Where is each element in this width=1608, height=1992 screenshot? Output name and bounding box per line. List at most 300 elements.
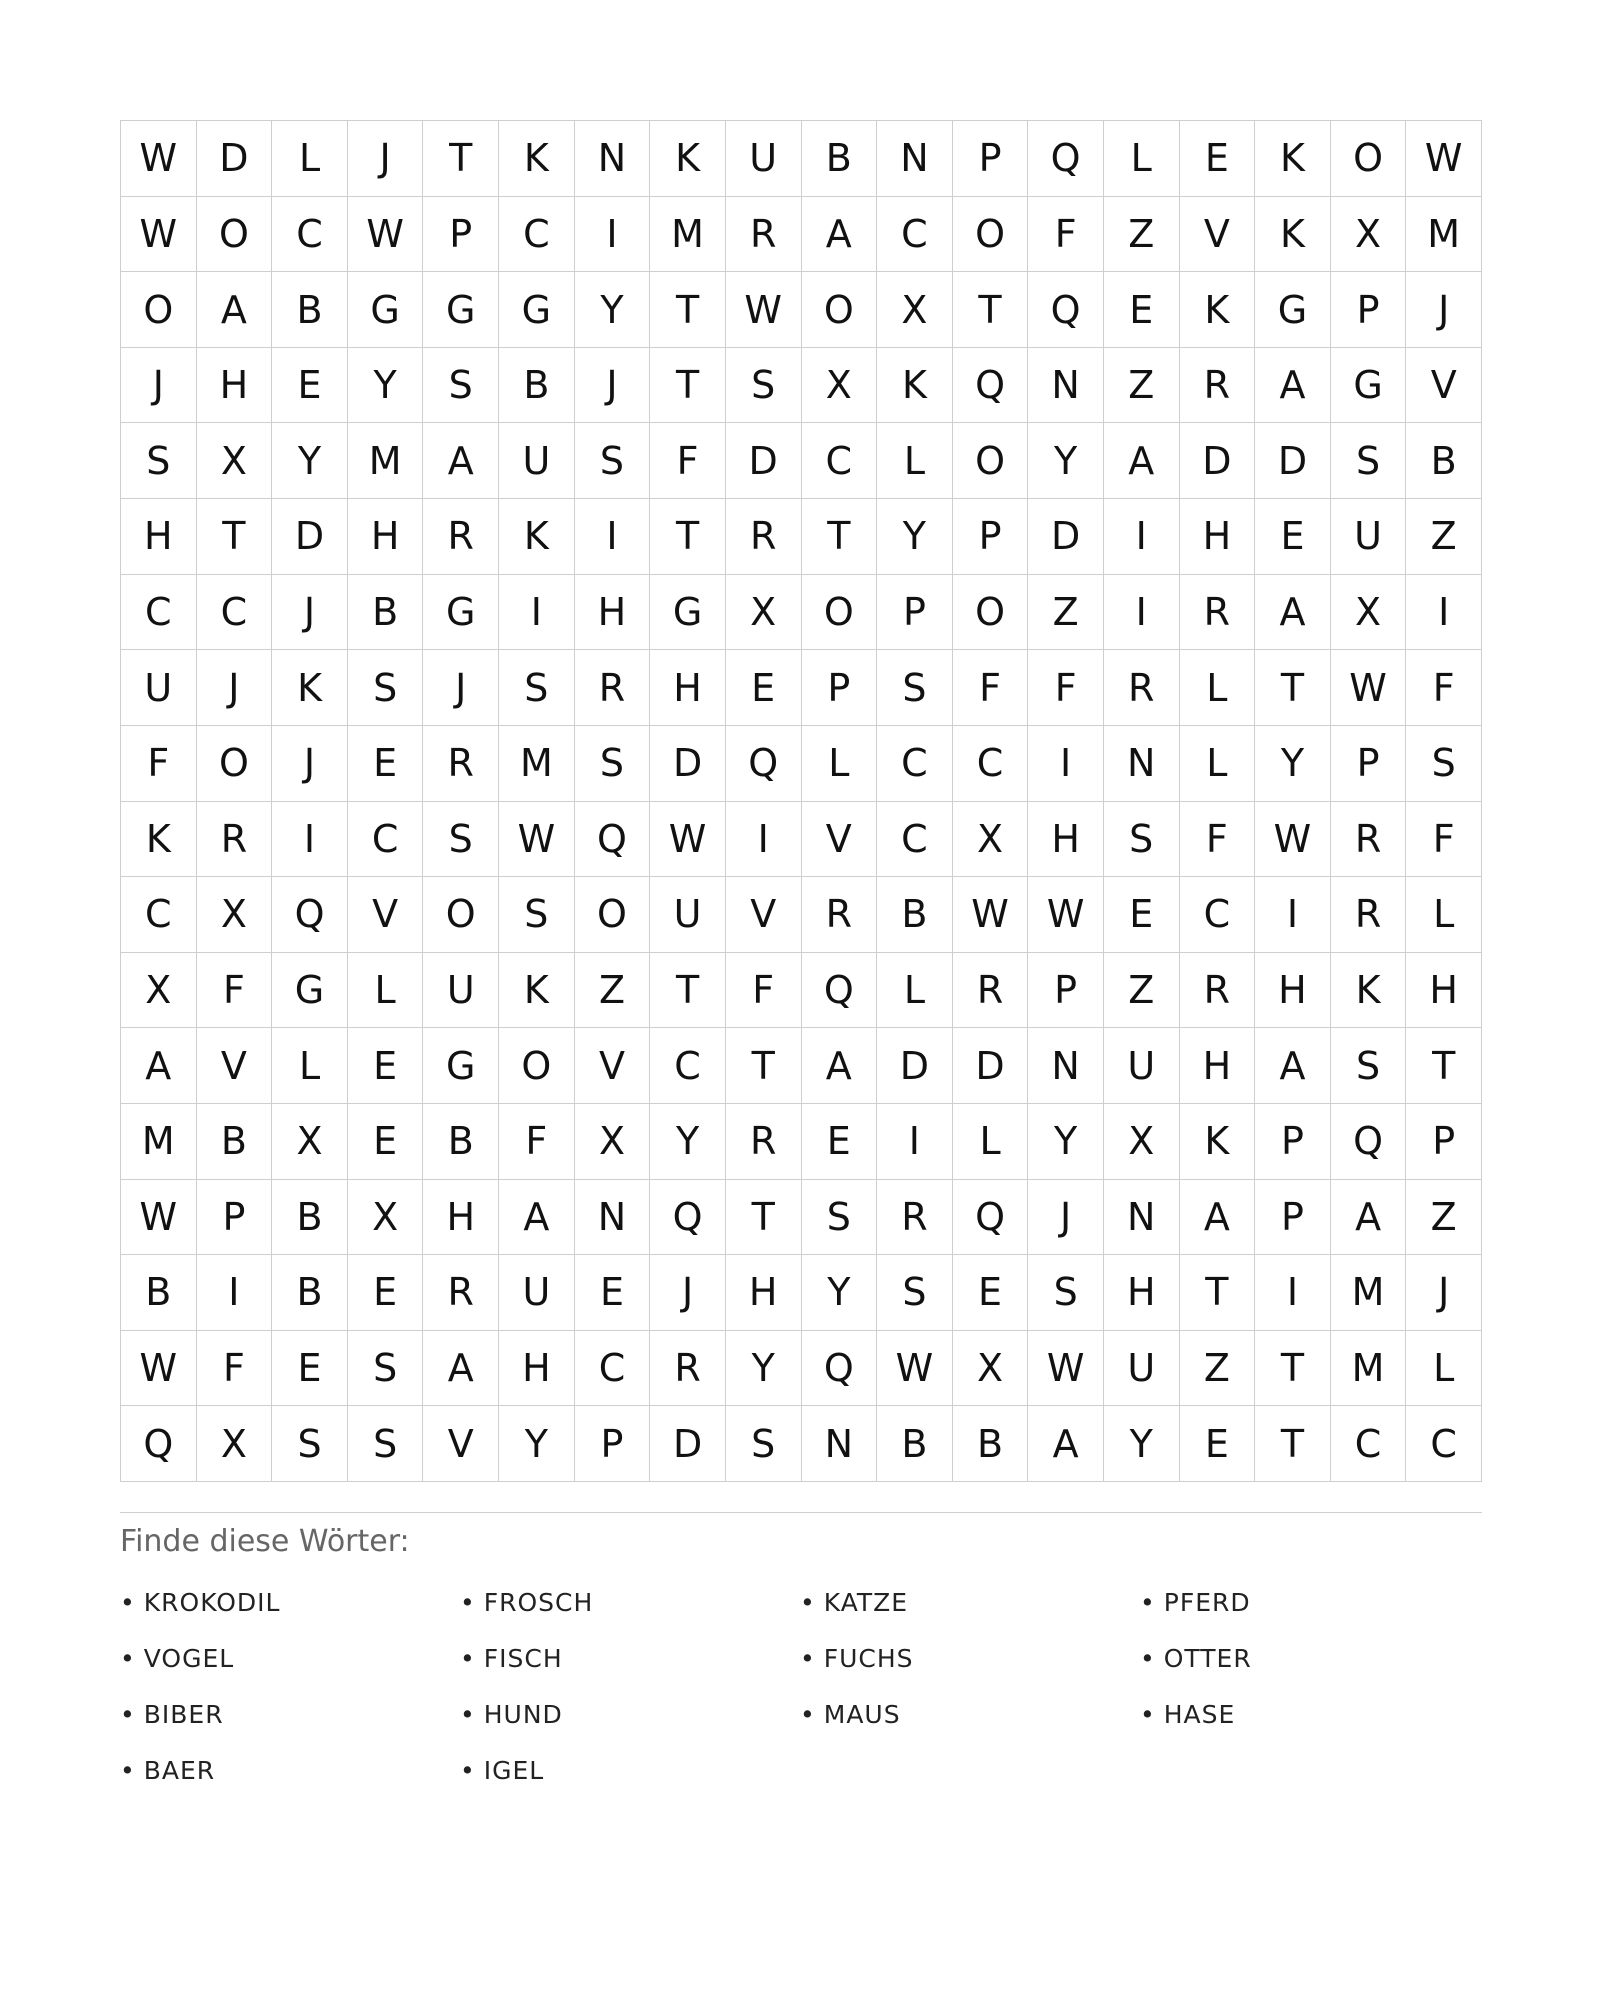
grid-cell[interactable]: L xyxy=(953,1104,1029,1180)
grid-cell[interactable]: I xyxy=(1255,877,1331,953)
grid-cell[interactable]: B xyxy=(272,1255,348,1331)
grid-cell[interactable]: E xyxy=(726,650,802,726)
grid-cell[interactable]: V xyxy=(348,877,424,953)
grid-cell[interactable]: B xyxy=(499,348,575,424)
grid-cell[interactable]: S xyxy=(726,1406,802,1482)
grid-cell[interactable]: G xyxy=(272,953,348,1029)
grid-cell[interactable]: A xyxy=(1180,1180,1256,1256)
grid-cell[interactable]: H xyxy=(1180,499,1256,575)
grid-cell[interactable]: C xyxy=(121,877,197,953)
grid-cell[interactable]: Q xyxy=(802,953,878,1029)
grid-cell[interactable]: U xyxy=(650,877,726,953)
grid-cell[interactable]: U xyxy=(1331,499,1407,575)
grid-cell[interactable]: B xyxy=(197,1104,273,1180)
grid-cell[interactable]: J xyxy=(121,348,197,424)
grid-cell[interactable]: F xyxy=(121,726,197,802)
grid-cell[interactable]: P xyxy=(575,1406,651,1482)
grid-cell[interactable]: G xyxy=(650,575,726,651)
grid-cell[interactable]: I xyxy=(575,499,651,575)
grid-cell[interactable]: Y xyxy=(272,423,348,499)
grid-cell[interactable]: R xyxy=(953,953,1029,1029)
grid-cell[interactable]: F xyxy=(1180,802,1256,878)
grid-cell[interactable]: N xyxy=(1104,1180,1180,1256)
grid-cell[interactable]: W xyxy=(121,1180,197,1256)
grid-cell[interactable]: P xyxy=(423,197,499,273)
grid-cell[interactable]: L xyxy=(1180,650,1256,726)
grid-cell[interactable]: X xyxy=(197,877,273,953)
grid-cell[interactable]: N xyxy=(1104,726,1180,802)
grid-cell[interactable]: B xyxy=(272,272,348,348)
grid-cell[interactable]: D xyxy=(197,121,273,197)
grid-cell[interactable]: W xyxy=(499,802,575,878)
grid-cell[interactable]: B xyxy=(272,1180,348,1256)
grid-cell[interactable]: B xyxy=(1406,423,1482,499)
grid-cell[interactable]: W xyxy=(348,197,424,273)
grid-cell[interactable]: K xyxy=(1180,1104,1256,1180)
grid-cell[interactable]: X xyxy=(726,575,802,651)
grid-cell[interactable]: W xyxy=(1028,877,1104,953)
grid-cell[interactable]: J xyxy=(197,650,273,726)
grid-cell[interactable]: K xyxy=(499,499,575,575)
grid-cell[interactable]: S xyxy=(499,650,575,726)
grid-cell[interactable]: Y xyxy=(575,272,651,348)
grid-cell[interactable]: M xyxy=(1406,197,1482,273)
grid-cell[interactable]: O xyxy=(953,197,1029,273)
grid-cell[interactable]: T xyxy=(726,1180,802,1256)
grid-cell[interactable]: H xyxy=(348,499,424,575)
grid-cell[interactable]: M xyxy=(348,423,424,499)
grid-cell[interactable]: E xyxy=(1180,121,1256,197)
grid-cell[interactable]: E xyxy=(575,1255,651,1331)
grid-cell[interactable]: R xyxy=(1331,802,1407,878)
grid-cell[interactable]: A xyxy=(1255,575,1331,651)
grid-cell[interactable]: S xyxy=(423,802,499,878)
grid-cell[interactable]: C xyxy=(1180,877,1256,953)
grid-cell[interactable]: E xyxy=(953,1255,1029,1331)
grid-cell[interactable]: X xyxy=(877,272,953,348)
grid-cell[interactable]: T xyxy=(423,121,499,197)
grid-cell[interactable]: S xyxy=(272,1406,348,1482)
grid-cell[interactable]: H xyxy=(1406,953,1482,1029)
grid-cell[interactable]: S xyxy=(499,877,575,953)
grid-cell[interactable]: G xyxy=(423,272,499,348)
grid-cell[interactable]: X xyxy=(953,1331,1029,1407)
grid-cell[interactable]: E xyxy=(1255,499,1331,575)
grid-cell[interactable]: D xyxy=(953,1028,1029,1104)
grid-cell[interactable]: K xyxy=(1255,197,1331,273)
grid-cell[interactable]: D xyxy=(1180,423,1256,499)
grid-cell[interactable]: A xyxy=(423,423,499,499)
grid-cell[interactable]: P xyxy=(1331,272,1407,348)
grid-cell[interactable]: T xyxy=(726,1028,802,1104)
grid-cell[interactable]: J xyxy=(272,726,348,802)
grid-cell[interactable]: F xyxy=(1028,197,1104,273)
grid-cell[interactable]: S xyxy=(877,1255,953,1331)
grid-cell[interactable]: E xyxy=(348,726,424,802)
grid-cell[interactable]: I xyxy=(1028,726,1104,802)
grid-cell[interactable]: Q xyxy=(953,1180,1029,1256)
grid-cell[interactable]: R xyxy=(1331,877,1407,953)
grid-cell[interactable]: Z xyxy=(1406,499,1482,575)
grid-cell[interactable]: R xyxy=(1180,575,1256,651)
grid-cell[interactable]: I xyxy=(1255,1255,1331,1331)
grid-cell[interactable]: Y xyxy=(726,1331,802,1407)
grid-cell[interactable]: E xyxy=(272,348,348,424)
grid-cell[interactable]: U xyxy=(499,1255,575,1331)
grid-cell[interactable]: M xyxy=(650,197,726,273)
grid-cell[interactable]: I xyxy=(726,802,802,878)
grid-cell[interactable]: C xyxy=(575,1331,651,1407)
grid-cell[interactable]: Y xyxy=(650,1104,726,1180)
grid-cell[interactable]: Y xyxy=(348,348,424,424)
grid-cell[interactable]: X xyxy=(1331,197,1407,273)
grid-cell[interactable]: O xyxy=(1331,121,1407,197)
grid-cell[interactable]: S xyxy=(1028,1255,1104,1331)
grid-cell[interactable]: H xyxy=(121,499,197,575)
grid-cell[interactable]: T xyxy=(953,272,1029,348)
grid-cell[interactable]: A xyxy=(1028,1406,1104,1482)
grid-cell[interactable]: Z xyxy=(575,953,651,1029)
grid-cell[interactable]: D xyxy=(726,423,802,499)
grid-cell[interactable]: P xyxy=(877,575,953,651)
grid-cell[interactable]: X xyxy=(272,1104,348,1180)
grid-cell[interactable]: H xyxy=(575,575,651,651)
grid-cell[interactable]: P xyxy=(953,121,1029,197)
grid-cell[interactable]: Q xyxy=(121,1406,197,1482)
grid-cell[interactable]: U xyxy=(499,423,575,499)
grid-cell[interactable]: O xyxy=(121,272,197,348)
grid-cell[interactable]: G xyxy=(1331,348,1407,424)
grid-cell[interactable]: V xyxy=(1406,348,1482,424)
grid-cell[interactable]: K xyxy=(1255,121,1331,197)
grid-cell[interactable]: D xyxy=(272,499,348,575)
grid-cell[interactable]: V xyxy=(575,1028,651,1104)
grid-cell[interactable]: A xyxy=(802,1028,878,1104)
grid-cell[interactable]: S xyxy=(423,348,499,424)
grid-cell[interactable]: Z xyxy=(1028,575,1104,651)
grid-cell[interactable]: Z xyxy=(1406,1180,1482,1256)
grid-cell[interactable]: A xyxy=(1255,348,1331,424)
grid-cell[interactable]: Y xyxy=(1028,1104,1104,1180)
grid-cell[interactable]: R xyxy=(575,650,651,726)
grid-cell[interactable]: W xyxy=(1331,650,1407,726)
grid-cell[interactable]: B xyxy=(348,575,424,651)
grid-cell[interactable]: W xyxy=(877,1331,953,1407)
grid-cell[interactable]: X xyxy=(802,348,878,424)
grid-cell[interactable]: T xyxy=(802,499,878,575)
grid-cell[interactable]: Q xyxy=(575,802,651,878)
grid-cell[interactable]: Z xyxy=(1104,197,1180,273)
grid-cell[interactable]: A xyxy=(802,197,878,273)
grid-cell[interactable]: G xyxy=(423,1028,499,1104)
grid-cell[interactable]: E xyxy=(348,1104,424,1180)
grid-cell[interactable]: B xyxy=(423,1104,499,1180)
grid-cell[interactable]: S xyxy=(877,650,953,726)
grid-cell[interactable]: S xyxy=(802,1180,878,1256)
grid-cell[interactable]: R xyxy=(802,877,878,953)
grid-cell[interactable]: O xyxy=(953,423,1029,499)
grid-cell[interactable]: P xyxy=(1255,1104,1331,1180)
grid-cell[interactable]: K xyxy=(121,802,197,878)
grid-cell[interactable]: A xyxy=(121,1028,197,1104)
grid-cell[interactable]: E xyxy=(272,1331,348,1407)
grid-cell[interactable]: F xyxy=(726,953,802,1029)
grid-cell[interactable]: Z xyxy=(1180,1331,1256,1407)
grid-cell[interactable]: I xyxy=(1406,575,1482,651)
grid-cell[interactable]: C xyxy=(650,1028,726,1104)
grid-cell[interactable]: D xyxy=(650,726,726,802)
grid-cell[interactable]: C xyxy=(499,197,575,273)
grid-cell[interactable]: Z xyxy=(1104,953,1180,1029)
grid-cell[interactable]: E xyxy=(802,1104,878,1180)
grid-cell[interactable]: E xyxy=(348,1255,424,1331)
grid-cell[interactable]: Q xyxy=(953,348,1029,424)
grid-cell[interactable]: Q xyxy=(272,877,348,953)
grid-cell[interactable]: A xyxy=(1255,1028,1331,1104)
grid-cell[interactable]: J xyxy=(650,1255,726,1331)
grid-cell[interactable]: Q xyxy=(1028,121,1104,197)
grid-cell[interactable]: V xyxy=(1180,197,1256,273)
grid-cell[interactable]: Q xyxy=(1331,1104,1407,1180)
grid-cell[interactable]: U xyxy=(726,121,802,197)
grid-cell[interactable]: R xyxy=(197,802,273,878)
grid-cell[interactable]: R xyxy=(650,1331,726,1407)
grid-cell[interactable]: T xyxy=(1406,1028,1482,1104)
grid-cell[interactable]: F xyxy=(197,953,273,1029)
grid-cell[interactable]: S xyxy=(348,1331,424,1407)
grid-cell[interactable]: I xyxy=(272,802,348,878)
grid-cell[interactable]: O xyxy=(802,272,878,348)
grid-cell[interactable]: S xyxy=(726,348,802,424)
grid-cell[interactable]: R xyxy=(1104,650,1180,726)
grid-cell[interactable]: G xyxy=(499,272,575,348)
grid-cell[interactable]: R xyxy=(726,499,802,575)
grid-cell[interactable]: S xyxy=(1104,802,1180,878)
grid-cell[interactable]: W xyxy=(121,1331,197,1407)
grid-cell[interactable]: H xyxy=(1104,1255,1180,1331)
grid-cell[interactable]: L xyxy=(348,953,424,1029)
grid-cell[interactable]: K xyxy=(1180,272,1256,348)
grid-cell[interactable]: A xyxy=(499,1180,575,1256)
grid-cell[interactable]: W xyxy=(121,197,197,273)
grid-cell[interactable]: R xyxy=(726,1104,802,1180)
grid-cell[interactable]: C xyxy=(272,197,348,273)
grid-cell[interactable]: L xyxy=(1180,726,1256,802)
grid-cell[interactable]: D xyxy=(1028,499,1104,575)
grid-cell[interactable]: O xyxy=(197,197,273,273)
grid-cell[interactable]: P xyxy=(197,1180,273,1256)
grid-cell[interactable]: O xyxy=(197,726,273,802)
grid-cell[interactable]: E xyxy=(1104,272,1180,348)
grid-cell[interactable]: L xyxy=(1406,877,1482,953)
grid-cell[interactable]: F xyxy=(650,423,726,499)
grid-cell[interactable]: R xyxy=(726,197,802,273)
grid-cell[interactable]: X xyxy=(1331,575,1407,651)
grid-cell[interactable]: K xyxy=(272,650,348,726)
grid-cell[interactable]: T xyxy=(1255,1331,1331,1407)
grid-cell[interactable]: Q xyxy=(726,726,802,802)
grid-cell[interactable]: T xyxy=(1255,1406,1331,1482)
grid-cell[interactable]: W xyxy=(1255,802,1331,878)
grid-cell[interactable]: U xyxy=(423,953,499,1029)
grid-cell[interactable]: R xyxy=(877,1180,953,1256)
grid-cell[interactable]: C xyxy=(348,802,424,878)
grid-cell[interactable]: N xyxy=(877,121,953,197)
grid-cell[interactable]: J xyxy=(423,650,499,726)
grid-cell[interactable]: X xyxy=(1104,1104,1180,1180)
grid-cell[interactable]: I xyxy=(499,575,575,651)
grid-cell[interactable]: J xyxy=(1028,1180,1104,1256)
grid-cell[interactable]: S xyxy=(348,650,424,726)
grid-cell[interactable]: L xyxy=(1104,121,1180,197)
grid-cell[interactable]: B xyxy=(877,1406,953,1482)
grid-cell[interactable]: I xyxy=(1104,499,1180,575)
grid-cell[interactable]: K xyxy=(499,121,575,197)
grid-cell[interactable]: X xyxy=(121,953,197,1029)
grid-cell[interactable]: O xyxy=(953,575,1029,651)
grid-cell[interactable]: W xyxy=(953,877,1029,953)
grid-cell[interactable]: F xyxy=(1406,802,1482,878)
grid-cell[interactable]: C xyxy=(877,726,953,802)
grid-cell[interactable]: Y xyxy=(499,1406,575,1482)
grid-cell[interactable]: H xyxy=(197,348,273,424)
grid-cell[interactable]: G xyxy=(1255,272,1331,348)
grid-cell[interactable]: W xyxy=(1028,1331,1104,1407)
grid-cell[interactable]: M xyxy=(1331,1331,1407,1407)
grid-cell[interactable]: K xyxy=(1331,953,1407,1029)
grid-cell[interactable]: H xyxy=(1255,953,1331,1029)
grid-cell[interactable]: L xyxy=(877,423,953,499)
grid-cell[interactable]: C xyxy=(1331,1406,1407,1482)
grid-cell[interactable]: C xyxy=(877,197,953,273)
grid-cell[interactable]: Q xyxy=(650,1180,726,1256)
grid-cell[interactable]: S xyxy=(1331,1028,1407,1104)
grid-cell[interactable]: L xyxy=(802,726,878,802)
grid-cell[interactable]: W xyxy=(726,272,802,348)
grid-cell[interactable]: N xyxy=(1028,348,1104,424)
grid-cell[interactable]: S xyxy=(1406,726,1482,802)
grid-cell[interactable]: K xyxy=(877,348,953,424)
grid-cell[interactable]: T xyxy=(650,272,726,348)
grid-cell[interactable]: Q xyxy=(1028,272,1104,348)
grid-cell[interactable]: N xyxy=(802,1406,878,1482)
grid-cell[interactable]: Y xyxy=(802,1255,878,1331)
grid-cell[interactable]: P xyxy=(1028,953,1104,1029)
grid-cell[interactable]: W xyxy=(650,802,726,878)
grid-cell[interactable]: Y xyxy=(1028,423,1104,499)
grid-cell[interactable]: H xyxy=(1028,802,1104,878)
grid-cell[interactable]: T xyxy=(650,499,726,575)
grid-cell[interactable]: O xyxy=(499,1028,575,1104)
grid-cell[interactable]: K xyxy=(499,953,575,1029)
grid-cell[interactable]: H xyxy=(650,650,726,726)
grid-cell[interactable]: T xyxy=(1180,1255,1256,1331)
grid-cell[interactable]: M xyxy=(499,726,575,802)
grid-cell[interactable]: F xyxy=(197,1331,273,1407)
grid-cell[interactable]: F xyxy=(953,650,1029,726)
grid-cell[interactable]: T xyxy=(650,953,726,1029)
grid-cell[interactable]: L xyxy=(272,1028,348,1104)
grid-cell[interactable]: H xyxy=(499,1331,575,1407)
grid-cell[interactable]: H xyxy=(726,1255,802,1331)
grid-cell[interactable]: T xyxy=(1255,650,1331,726)
grid-cell[interactable]: I xyxy=(197,1255,273,1331)
grid-cell[interactable]: M xyxy=(1331,1255,1407,1331)
grid-cell[interactable]: E xyxy=(348,1028,424,1104)
grid-cell[interactable]: G xyxy=(423,575,499,651)
grid-cell[interactable]: C xyxy=(197,575,273,651)
grid-cell[interactable]: W xyxy=(121,121,197,197)
grid-cell[interactable]: H xyxy=(1180,1028,1256,1104)
grid-cell[interactable]: E xyxy=(1104,877,1180,953)
grid-cell[interactable]: R xyxy=(423,499,499,575)
grid-cell[interactable]: X xyxy=(197,1406,273,1482)
grid-cell[interactable]: C xyxy=(877,802,953,878)
grid-cell[interactable]: S xyxy=(575,726,651,802)
grid-cell[interactable]: S xyxy=(121,423,197,499)
grid-cell[interactable]: N xyxy=(1028,1028,1104,1104)
grid-cell[interactable]: J xyxy=(348,121,424,197)
grid-cell[interactable]: P xyxy=(1255,1180,1331,1256)
grid-cell[interactable]: C xyxy=(802,423,878,499)
grid-cell[interactable]: F xyxy=(1028,650,1104,726)
grid-cell[interactable]: E xyxy=(1180,1406,1256,1482)
grid-cell[interactable]: N xyxy=(575,1180,651,1256)
grid-cell[interactable]: V xyxy=(423,1406,499,1482)
grid-cell[interactable]: M xyxy=(121,1104,197,1180)
grid-cell[interactable]: J xyxy=(1406,1255,1482,1331)
grid-cell[interactable]: A xyxy=(423,1331,499,1407)
grid-cell[interactable]: B xyxy=(802,121,878,197)
grid-cell[interactable]: I xyxy=(1104,575,1180,651)
grid-cell[interactable]: G xyxy=(348,272,424,348)
grid-cell[interactable]: J xyxy=(1406,272,1482,348)
grid-cell[interactable]: K xyxy=(650,121,726,197)
grid-cell[interactable]: S xyxy=(575,423,651,499)
grid-cell[interactable]: X xyxy=(575,1104,651,1180)
grid-cell[interactable]: U xyxy=(1104,1028,1180,1104)
grid-cell[interactable]: X xyxy=(197,423,273,499)
grid-cell[interactable]: U xyxy=(1104,1331,1180,1407)
grid-cell[interactable]: F xyxy=(1406,650,1482,726)
grid-cell[interactable]: V xyxy=(802,802,878,878)
grid-cell[interactable]: R xyxy=(423,1255,499,1331)
grid-cell[interactable]: P xyxy=(802,650,878,726)
grid-cell[interactable]: A xyxy=(197,272,273,348)
grid-cell[interactable]: T xyxy=(197,499,273,575)
grid-cell[interactable]: X xyxy=(348,1180,424,1256)
grid-cell[interactable]: Y xyxy=(877,499,953,575)
grid-cell[interactable]: A xyxy=(1331,1180,1407,1256)
grid-cell[interactable]: V xyxy=(197,1028,273,1104)
grid-cell[interactable]: C xyxy=(953,726,1029,802)
grid-cell[interactable]: B xyxy=(121,1255,197,1331)
grid-cell[interactable]: B xyxy=(877,877,953,953)
grid-cell[interactable]: I xyxy=(877,1104,953,1180)
grid-cell[interactable]: J xyxy=(575,348,651,424)
grid-cell[interactable]: P xyxy=(953,499,1029,575)
grid-cell[interactable]: L xyxy=(877,953,953,1029)
grid-cell[interactable]: R xyxy=(1180,348,1256,424)
grid-cell[interactable]: F xyxy=(499,1104,575,1180)
grid-cell[interactable]: X xyxy=(953,802,1029,878)
grid-cell[interactable]: B xyxy=(953,1406,1029,1482)
grid-cell[interactable]: P xyxy=(1331,726,1407,802)
grid-cell[interactable]: C xyxy=(121,575,197,651)
grid-cell[interactable]: D xyxy=(877,1028,953,1104)
grid-cell[interactable]: I xyxy=(575,197,651,273)
grid-cell[interactable]: S xyxy=(1331,423,1407,499)
